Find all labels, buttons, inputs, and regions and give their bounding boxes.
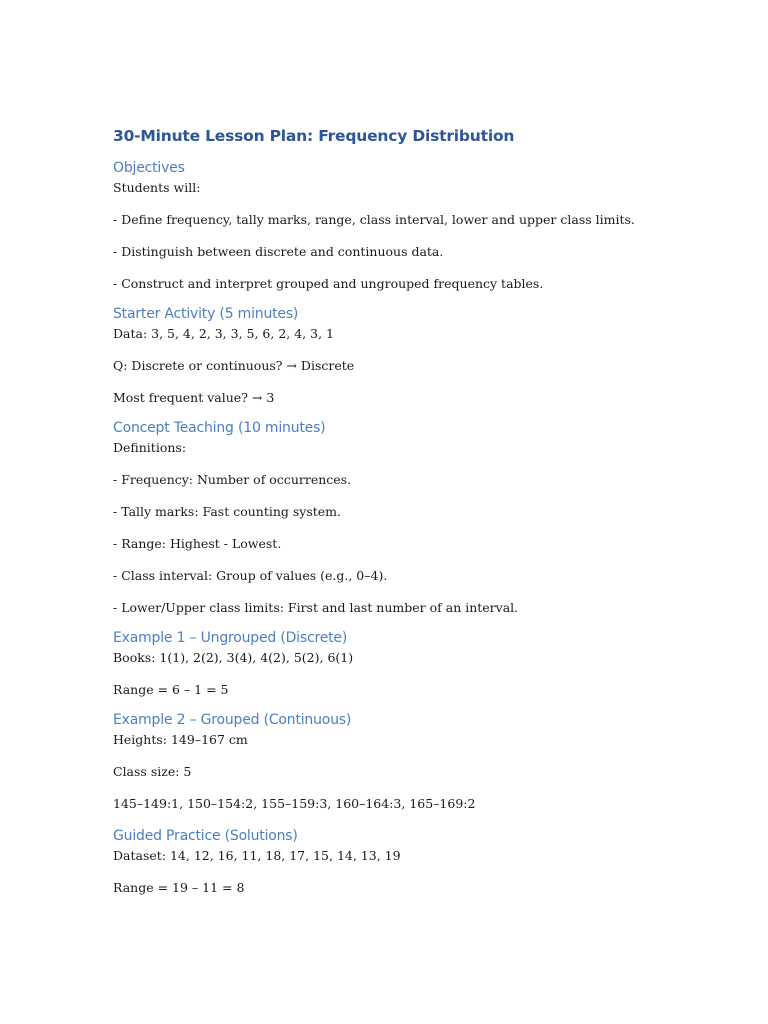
paragraph: - Distinguish between discrete and continuous data.	[113, 244, 444, 259]
section-4	[113, 710, 713, 812]
paragraph: Books: 1(1), 2(2), 3(4), 4(2), 5(2), 6(1)	[113, 650, 354, 665]
section-2	[113, 418, 713, 616]
paragraph: Definitions:	[113, 440, 187, 455]
paragraph: Q: Discrete or continuous? → Discrete	[113, 358, 355, 373]
section-0	[113, 158, 713, 292]
paragraph: - Range: Highest - Lowest.	[113, 536, 282, 551]
paragraph: - Tally marks: Fast counting system.	[113, 504, 342, 519]
paragraph: Range = 6 – 1 = 5	[113, 682, 229, 697]
section-heading: Example 2 – Grouped (Continuous)	[113, 712, 352, 728]
paragraph: - Class interval: Group of values (e.g., 0–4).	[113, 568, 388, 583]
paragraph: - Define frequency, tally marks, range, class interval, lower and upper class limits.	[113, 212, 635, 227]
paragraph: Students will:	[113, 180, 201, 195]
section-heading: Concept Teaching (10 minutes)	[113, 420, 326, 436]
paragraph: Heights: 149–167 cm	[113, 732, 248, 747]
document-body	[113, 158, 713, 896]
paragraph: Dataset: 14, 12, 16, 11, 18, 17, 15, 14, 13, 19	[113, 848, 401, 863]
paragraph: Most frequent value? → 3	[113, 390, 275, 405]
section-1	[113, 304, 713, 406]
document-page	[113, 124, 713, 896]
paragraph: Range = 19 – 11 = 8	[113, 880, 245, 895]
paragraph: Data: 3, 5, 4, 2, 3, 3, 5, 6, 2, 4, 3, 1	[113, 326, 334, 341]
section-heading: Objectives	[113, 160, 185, 176]
section-heading: Guided Practice (Solutions)	[113, 828, 298, 844]
paragraph: - Lower/Upper class limits: First and last number of an interval.	[113, 600, 519, 615]
section-heading: Starter Activity (5 minutes)	[113, 306, 299, 322]
section-3	[113, 628, 713, 698]
section-heading: Example 1 – Ungrouped (Discrete)	[113, 630, 348, 646]
paragraph: 145–149:1, 150–154:2, 155–159:3, 160–164:3, 165–169:2	[113, 796, 476, 811]
paragraph: - Frequency: Number of occurrences.	[113, 472, 352, 487]
paragraph: - Construct and interpret grouped and ungrouped frequency tables.	[113, 276, 544, 291]
paragraph: Class size: 5	[113, 764, 192, 779]
section-5	[113, 826, 713, 896]
document-title: 30-Minute Lesson Plan: Frequency Distribution	[113, 127, 515, 145]
